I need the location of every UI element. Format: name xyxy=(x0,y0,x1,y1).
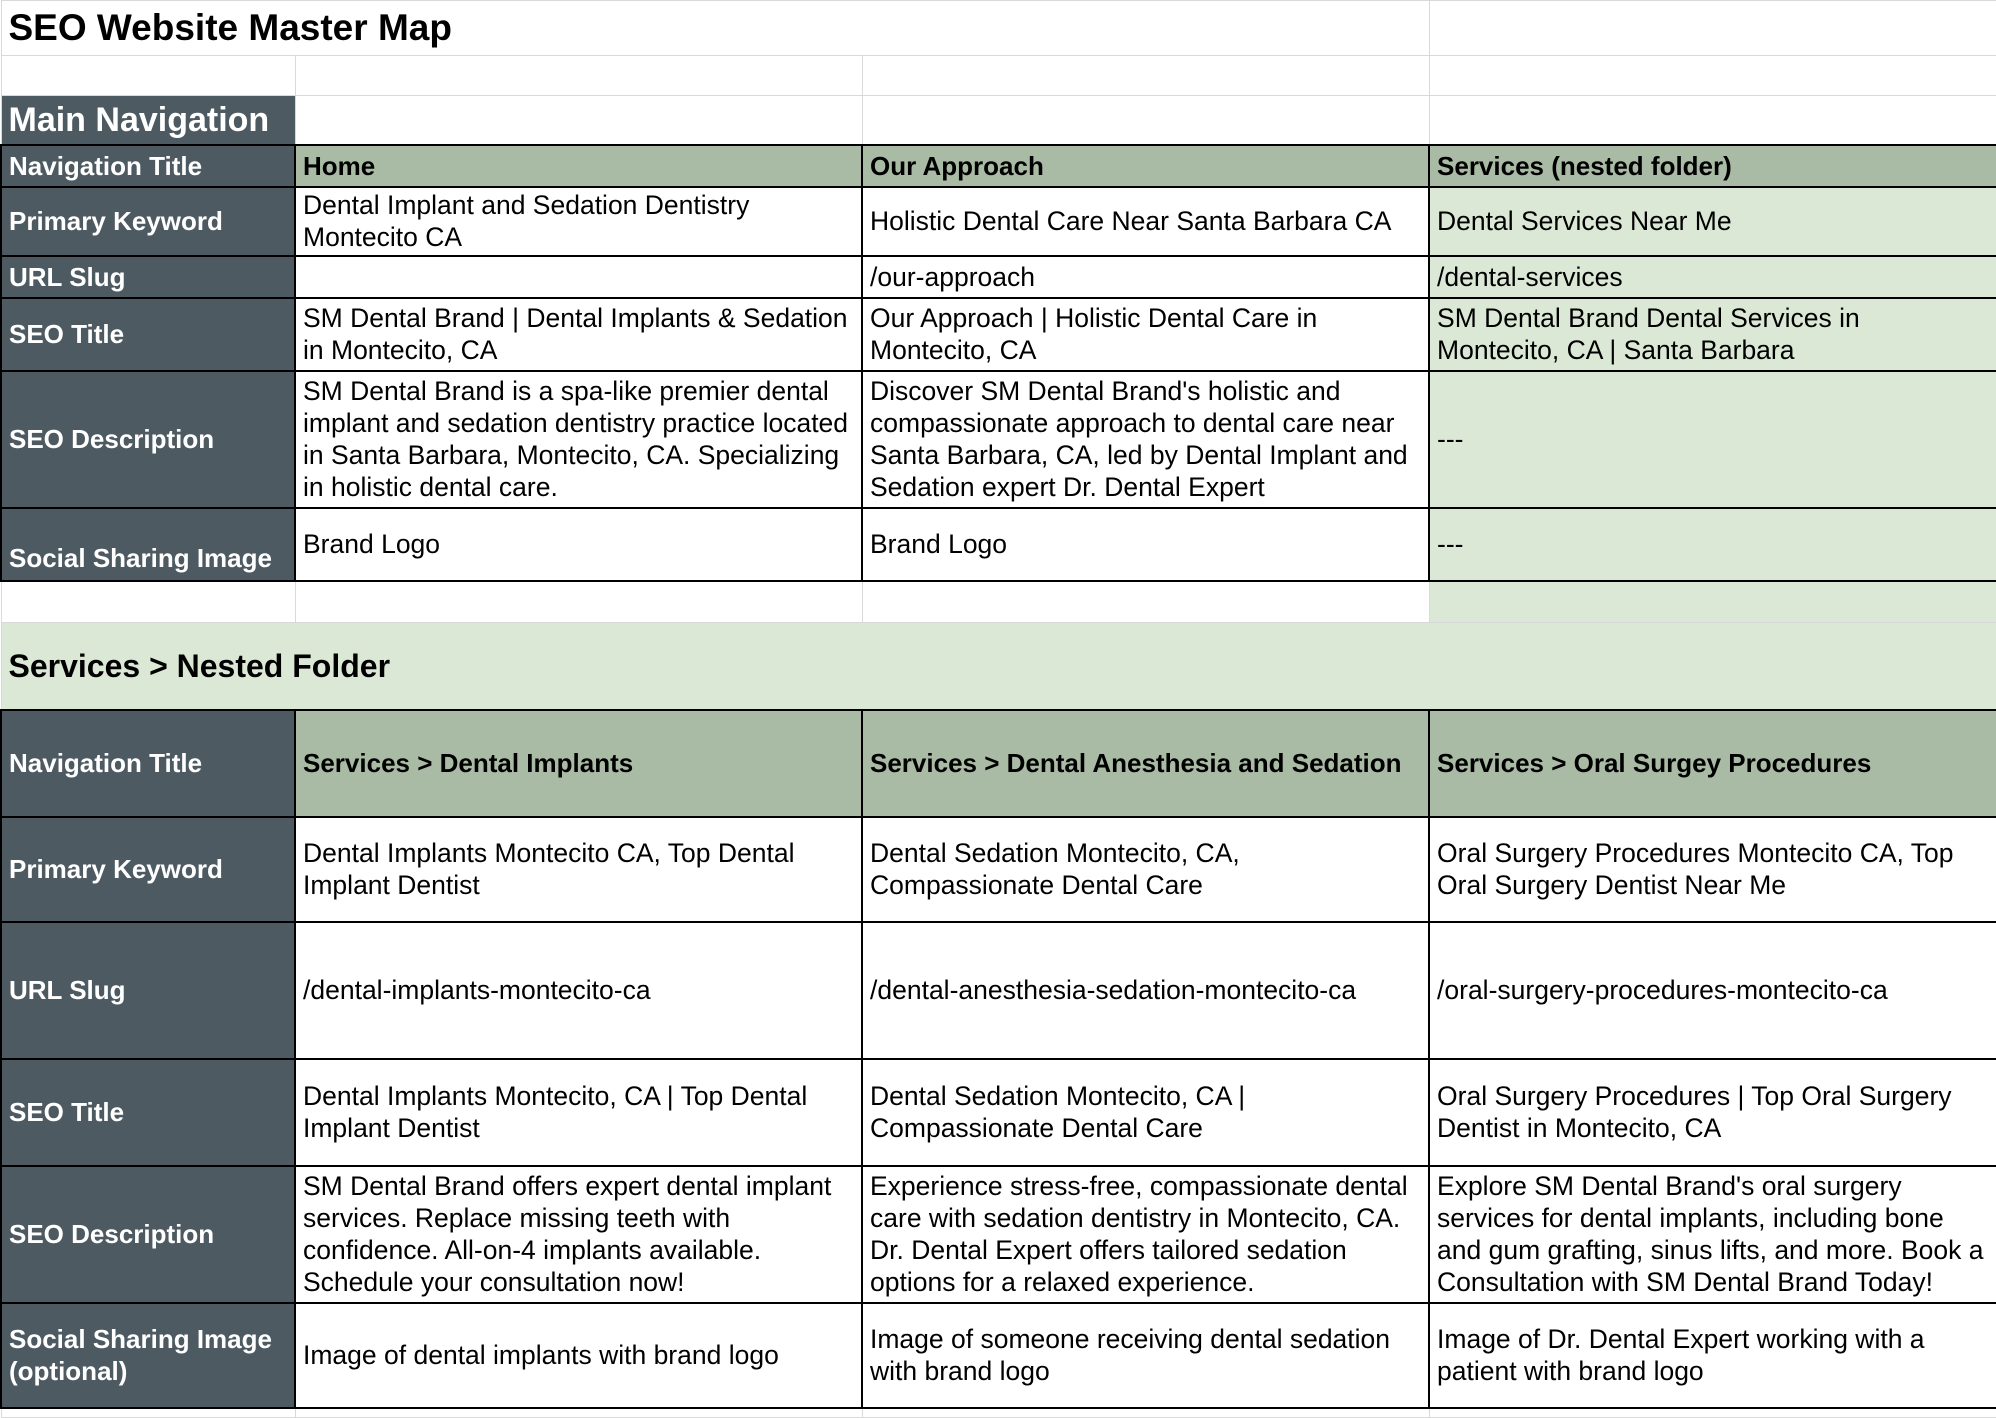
cell-seo-description-dental-sedation[interactable]: Experience stress-free, compassionate dental care with sedation dentistry in Montecito, CA. Dr. Dental Expert offers tailored sedation options for a relaxed experience. xyxy=(862,1166,1429,1303)
cell-seo-description-oral-surgery[interactable]: Explore SM Dental Brand's oral surgery services for dental implants, including bone and gum grafting, sinus lifts, and more. Book a Consultation with SM Dental Brand Today! xyxy=(1429,1166,1996,1303)
main-navigation-label[interactable]: Main Navigation xyxy=(1,96,295,145)
row-label-url-slug[interactable]: URL Slug xyxy=(1,256,295,298)
main-slug-row xyxy=(1,256,1996,298)
cell-social-image-dental-sedation[interactable]: Image of someone receiving dental sedation with brand logo xyxy=(862,1303,1429,1408)
cell-nav-title-home[interactable]: Home xyxy=(295,145,862,187)
row-label-primary-keyword[interactable]: Primary Keyword xyxy=(1,187,295,256)
row-label-navigation-title[interactable]: Navigation Title xyxy=(1,145,295,187)
main-seo-description-row xyxy=(1,371,1996,508)
spacer-row xyxy=(1,581,1996,623)
cell-seo-title-dental-implants[interactable]: Dental Implants Montecito, CA | Top Dental Implant Dentist xyxy=(295,1059,862,1166)
cell-keyword-dental-implants[interactable]: Dental Implants Montecito CA, Top Dental Implant Dentist xyxy=(295,817,862,922)
row-label-seo-description[interactable]: SEO Description xyxy=(1,1166,295,1303)
empty-cell[interactable] xyxy=(1,1408,295,1418)
empty-cell[interactable] xyxy=(1429,56,1996,96)
row-label-seo-description[interactable]: SEO Description xyxy=(1,371,295,508)
main-keyword-row xyxy=(1,187,1996,256)
empty-cell[interactable] xyxy=(1429,581,1996,623)
empty-cell[interactable] xyxy=(1429,1,1996,56)
main-navigation-header-row xyxy=(1,96,1996,145)
spacer-row xyxy=(1,56,1996,96)
cell-keyword-dental-sedation[interactable]: Dental Sedation Montecito, CA, Compassionate Dental Care xyxy=(862,817,1429,922)
cell-keyword-oral-surgery[interactable]: Oral Surgery Procedures Montecito CA, Top Oral Surgery Dentist Near Me xyxy=(1429,817,1996,922)
row-label-seo-title[interactable]: SEO Title xyxy=(1,298,295,371)
nested-folder-header-row xyxy=(1,623,1996,710)
cell-nav-title-dental-sedation[interactable]: Services > Dental Anesthesia and Sedation xyxy=(862,710,1429,817)
cell-social-image-oral-surgery[interactable]: Image of Dr. Dental Expert working with a patient with brand logo xyxy=(1429,1303,1996,1408)
cell-seo-title-dental-sedation[interactable]: Dental Sedation Montecito, CA | Compassionate Dental Care xyxy=(862,1059,1429,1166)
empty-cell[interactable] xyxy=(862,1408,1429,1418)
row-label-navigation-title[interactable]: Navigation Title xyxy=(1,710,295,817)
cell-seo-description-services[interactable]: --- xyxy=(1429,371,1996,508)
cell-keyword-our-approach[interactable]: Holistic Dental Care Near Santa Barbara CA xyxy=(862,187,1429,256)
spacer-row xyxy=(1,1408,1996,1418)
row-label-seo-title[interactable]: SEO Title xyxy=(1,1059,295,1166)
cell-keyword-home[interactable]: Dental Implant and Sedation Dentistry Montecito CA xyxy=(295,187,862,256)
cell-social-image-home[interactable]: Brand Logo xyxy=(295,508,862,581)
cell-slug-our-approach[interactable]: /our-approach xyxy=(862,256,1429,298)
sheet-title[interactable]: SEO Website Master Map xyxy=(1,1,1429,56)
services-nested-folder-label[interactable]: Services > Nested Folder xyxy=(1,623,1996,710)
cell-seo-title-home[interactable]: SM Dental Brand | Dental Implants & Sedation in Montecito, CA xyxy=(295,298,862,371)
empty-cell[interactable] xyxy=(1,56,295,96)
row-label-social-sharing-image[interactable]: Social Sharing Image (optional) xyxy=(1,1303,295,1408)
main-nav-title-row xyxy=(1,145,1996,187)
cell-slug-oral-surgery[interactable]: /oral-surgery-procedures-montecito-ca xyxy=(1429,922,1996,1059)
cell-slug-services[interactable]: /dental-services xyxy=(1429,256,1996,298)
nested-seo-description-row xyxy=(1,1166,1996,1303)
cell-nav-title-dental-implants[interactable]: Services > Dental Implants xyxy=(295,710,862,817)
empty-cell[interactable] xyxy=(862,581,1429,623)
cell-social-image-services[interactable]: --- xyxy=(1429,508,1996,581)
nested-seo-title-row xyxy=(1,1059,1996,1166)
nested-slug-row xyxy=(1,922,1996,1059)
cell-slug-dental-implants[interactable]: /dental-implants-montecito-ca xyxy=(295,922,862,1059)
empty-cell[interactable] xyxy=(862,96,1429,145)
cell-seo-description-dental-implants[interactable]: SM Dental Brand offers expert dental implant services. Replace missing teeth with confidence. All-on-4 implants available. Schedule your consultation now! xyxy=(295,1166,862,1303)
cell-nav-title-oral-surgery[interactable]: Services > Oral Surgey Procedures xyxy=(1429,710,1996,817)
main-social-image-row xyxy=(1,508,1996,581)
empty-cell[interactable] xyxy=(1429,96,1996,145)
cell-seo-title-oral-surgery[interactable]: Oral Surgery Procedures | Top Oral Surgery Dentist in Montecito, CA xyxy=(1429,1059,1996,1166)
cell-seo-description-our-approach[interactable]: Discover SM Dental Brand's holistic and compassionate approach to dental care near Santa Barbara, CA, led by Dental Implant and Sedation expert Dr. Dental Expert xyxy=(862,371,1429,508)
cell-social-image-our-approach[interactable]: Brand Logo xyxy=(862,508,1429,581)
row-label-social-sharing-image[interactable]: Social Sharing Image xyxy=(1,508,295,581)
main-seo-title-row xyxy=(1,298,1996,371)
title-row xyxy=(1,1,1996,56)
nested-nav-title-row xyxy=(1,710,1996,817)
cell-seo-title-services[interactable]: SM Dental Brand Dental Services in Montecito, CA | Santa Barbara xyxy=(1429,298,1996,371)
empty-cell[interactable] xyxy=(295,1408,862,1418)
cell-slug-home[interactable] xyxy=(295,256,862,298)
cell-nav-title-services[interactable]: Services (nested folder) xyxy=(1429,145,1996,187)
cell-seo-description-home[interactable]: SM Dental Brand is a spa-like premier dental implant and sedation dentistry practice located in Santa Barbara, Montecito, CA. Specializing in holistic dental care. xyxy=(295,371,862,508)
empty-cell[interactable] xyxy=(295,96,862,145)
cell-slug-dental-sedation[interactable]: /dental-anesthesia-sedation-montecito-ca xyxy=(862,922,1429,1059)
cell-nav-title-our-approach[interactable]: Our Approach xyxy=(862,145,1429,187)
cell-keyword-services[interactable]: Dental Services Near Me xyxy=(1429,187,1996,256)
empty-cell[interactable] xyxy=(295,581,862,623)
cell-seo-title-our-approach[interactable]: Our Approach | Holistic Dental Care in Montecito, CA xyxy=(862,298,1429,371)
row-label-primary-keyword[interactable]: Primary Keyword xyxy=(1,817,295,922)
empty-cell[interactable] xyxy=(295,56,862,96)
nested-social-image-row xyxy=(1,1303,1996,1408)
empty-cell[interactable] xyxy=(1,581,295,623)
cell-social-image-dental-implants[interactable]: Image of dental implants with brand logo xyxy=(295,1303,862,1408)
row-label-url-slug[interactable]: URL Slug xyxy=(1,922,295,1059)
empty-cell[interactable] xyxy=(862,56,1429,96)
empty-cell[interactable] xyxy=(1429,1408,1996,1418)
nested-keyword-row xyxy=(1,817,1996,922)
